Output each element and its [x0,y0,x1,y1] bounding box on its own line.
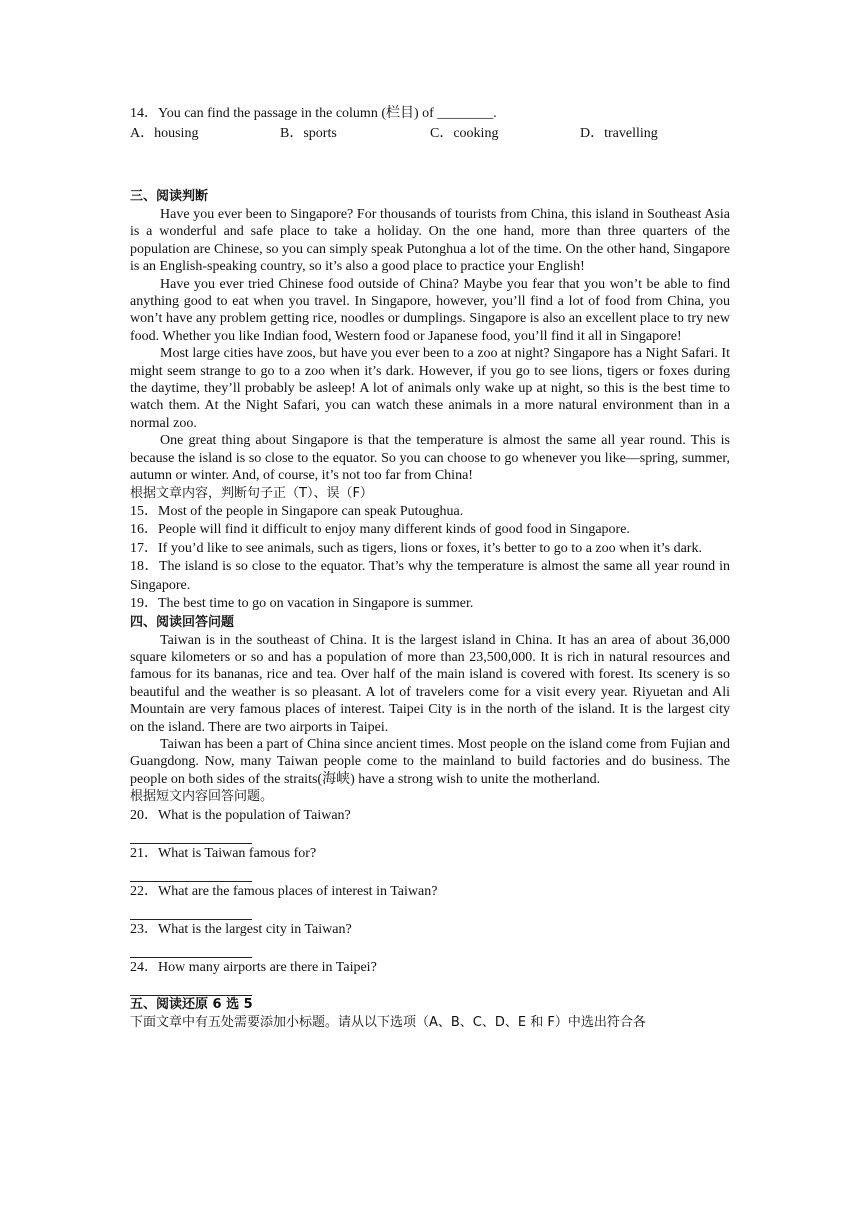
question-21: 21．What is Taiwan famous for? [130,846,317,862]
exam-page [130,104,730,1032]
section-3-paragraph: Have you ever been to Singapore? For thousands of tourists from China, this island in Southeast Asia is a wonderful and safe place to take a holiday. On the one hand, more than three quarters of the population are Chinese, so you can simply speak Putonghua a lot of the time. On the other hand, Singapore is an English-speaking country, so it’s also a good place to practice your English! [130,207,730,275]
section-3-paragraph: Most large cities have zoos, but have you ever been to a zoo at night? Singapore has a Night Safari. It might seem strange to go to a zoo when it’s dark. However, if you go to see lions, tigers or foxes during the daytime, they’ll probably be asleep! A lot of animals only wake up at night, so this is the best time to watch them. At the Night Safari, you can watch these animals in a more natural environment than in a normal zoo. [130,346,730,431]
option-b: B．sports [280,126,337,141]
answer-blank-22[interactable] [130,901,252,920]
section-3-paragraph: Have you ever tried Chinese food outside of China? Maybe you fear that you won’t be able to find anything good to eat when you travel. In Singapore, however, you’ll find a lot of food from China, you won’t have any problem getting rice, noodles or dumplings. Singapore is also an excellent place to try new food. Whether you like Indian food, Western food or Japanese food, you’ll find it all in Singapore! [130,276,730,344]
question-14-options [130,124,730,144]
question-18: 18．The island is so close to the equator. That’s why the temperature is almost the same all year round in Singapore. [130,559,730,593]
question-23: 23．What is the largest city in Taiwan? [130,922,352,938]
section-4-paragraph: Taiwan has been a part of China since ancient times. Most people on the island come from Fujian and Guangdong. Now, many Taiwan people come to the mainland to build factories and do business. The people on both sides of the straits(海峡) have a strong wish to unite the motherland. [130,736,730,787]
section-4-instruction: 根据短文内容回答问题。 [130,789,274,805]
section-4-title: 四、阅读回答问题 [130,614,235,630]
question-15: 15．Most of the people in Singapore can speak Putoughua. [130,503,464,519]
option-a: A．housing [130,126,199,141]
section-5-instruction: 下面文章中有五处需要添加小标题。请从以下选项（A、B、C、D、E 和 F）中选出符合各 [130,1015,646,1031]
question-14-stem: 14．You can find the passage in the column (栏目) of ________. [130,106,497,121]
section-5-title: 五、阅读还原 6 选 5 [130,997,253,1013]
answer-blank-21[interactable] [130,863,252,882]
option-d: D．travelling [580,126,658,141]
section-3-instruction: 根据文章内容，判断句子正（T）、误（F） [130,485,373,501]
question-24: 24．How many airports are there in Taipei? [130,960,377,976]
question-20: 20．What is the population of Taiwan? [130,808,351,824]
answer-blank-23[interactable] [130,939,252,958]
answer-blank-20[interactable] [130,825,252,844]
section-3-title: 三、阅读判断 [130,189,209,204]
question-16: 16．People will find it difficult to enjoy many different kinds of good food in Singapore. [130,522,630,537]
question-19: 19．The best time to go on vacation in Singapore is summer. [130,596,474,611]
answer-blank-24[interactable] [130,977,252,996]
question-22: 22．What are the famous places of interest in Taiwan? [130,884,438,900]
option-c: C．cooking [430,126,499,141]
section-4-paragraph: Taiwan is in the southeast of China. It is the largest island in China. It has an area of about 36,000 square kilometers or so and has a population of more than 23,500,000. It is rich in natural resources and famous for its bananas, rice and tea. Over half of the main island is covered with forest. Its scenery is so beautiful and the weather is so pleasant. A lot of travelers come for a visit every year. Riyuetan and Ali Mountain are very famous places of interest. Taipei City is in the north of the island. It is the largest city on the island. There are two airports in Taipei. [130,632,730,735]
question-17: 17．If you’d like to see animals, such as tigers, lions or foxes, it’s better to go to a zoo when it’s dark. [130,540,702,556]
section-3-paragraph: One great thing about Singapore is that the temperature is almost the same all year round. This is because the island is so close to the equator. So you can choose to go whenever you like—spring, summer, autumn or winter. And, of course, it’s not too far from China! [130,433,730,484]
